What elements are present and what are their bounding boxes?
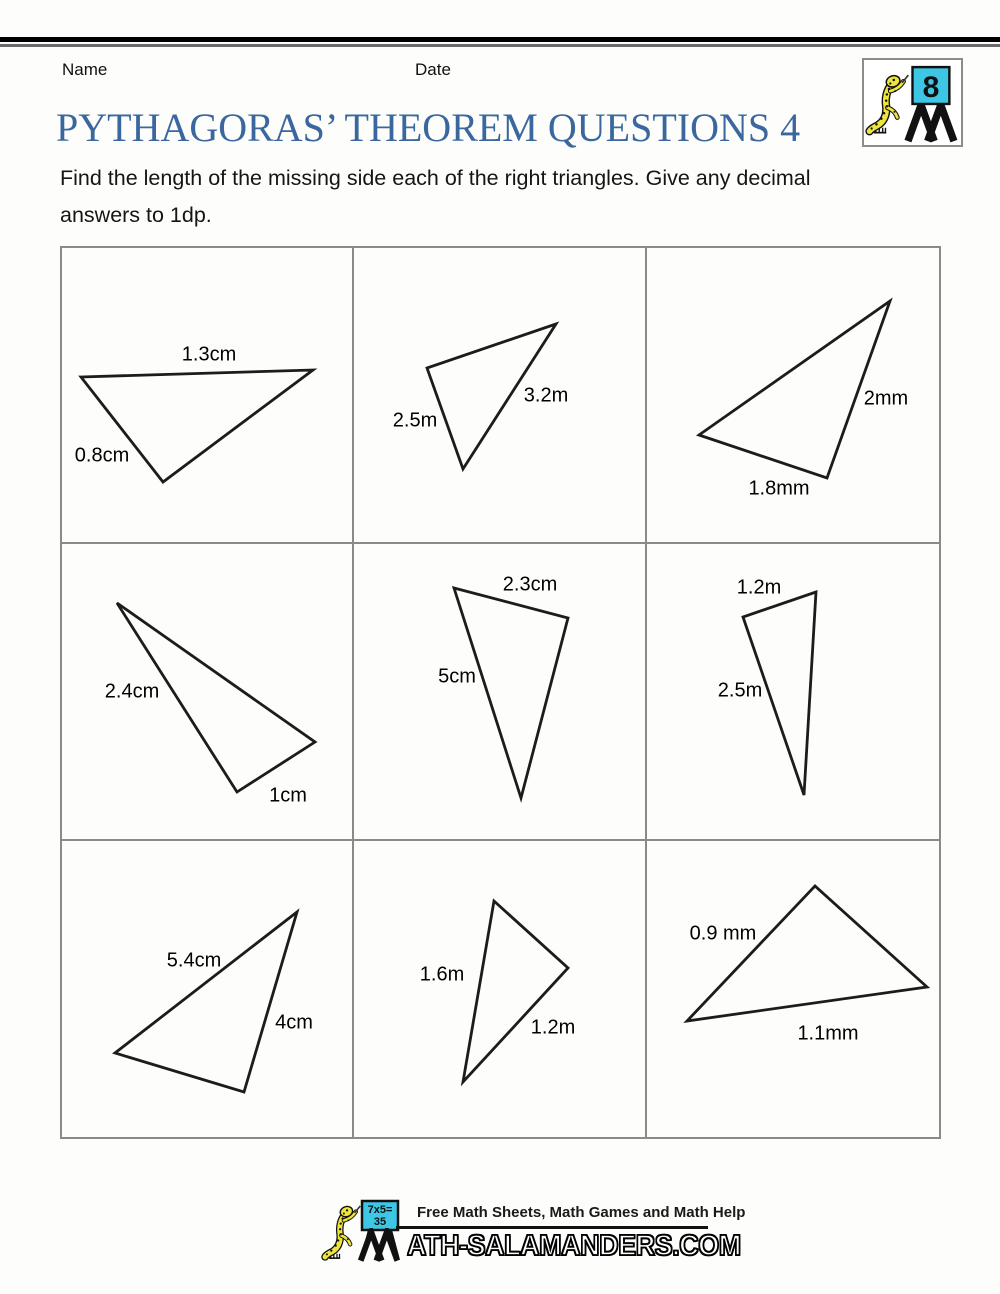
side-label: 1.8mm [748,477,810,500]
problem-cell-8 [354,841,646,1137]
problem-cell-7 [62,841,354,1137]
date-label: Date [415,60,451,79]
side-label: 2.5m [392,409,438,432]
side-label: 4cm [275,1011,313,1034]
footer-brand-m [350,1228,408,1262]
side-label: 2mm [863,387,909,410]
side-label: 1.6m [419,963,465,986]
badge-number: 8 [922,71,940,105]
top-rule [0,37,1000,42]
worksheet-grid [60,246,941,1139]
instructions-line-1: Find the length of the missing side each of the right triangles. Give any decimal [60,166,811,190]
footer-tagline: Free Math Sheets, Math Games and Math Help [417,1204,746,1221]
problem-cell-5 [354,544,646,840]
problem-cell-9 [647,841,939,1137]
footer-board-line1: 7x5= [367,1204,393,1216]
level-badge-art [864,60,961,145]
side-label: 2.3cm [502,573,558,596]
footer-brand: ATH-SALAMANDERS.COM [407,1230,741,1262]
side-label: 5.4cm [166,949,222,972]
problem-cell-2 [354,248,646,544]
side-label: 1.2m [530,1016,576,1039]
side-label: 2.5m [717,679,763,702]
side-label: 1.1mm [797,1022,859,1045]
footer [320,1198,746,1278]
side-label: 5cm [438,665,476,688]
side-label: 1.2m [736,576,782,599]
side-label: 0.8cm [74,444,130,467]
page-title: PYTHAGORAS’ THEOREM QUESTIONS 4 [56,105,801,150]
side-label: 0.9 mm [689,922,757,945]
problem-cell-6 [647,544,939,840]
instructions-line-2: answers to 1dp. [60,203,212,227]
top-rule-shadow [0,44,1000,47]
level-badge [862,58,963,147]
side-label: 2.4cm [104,680,160,703]
problem-cell-1 [62,248,354,544]
side-label: 1cm [269,784,307,807]
side-label: 3.2m [523,384,569,407]
side-label: 1.3cm [181,343,237,366]
name-label: Name [62,60,108,79]
instructions [60,160,960,234]
footer-rule [396,1226,708,1229]
footer-board-line2: 35 [373,1216,387,1228]
